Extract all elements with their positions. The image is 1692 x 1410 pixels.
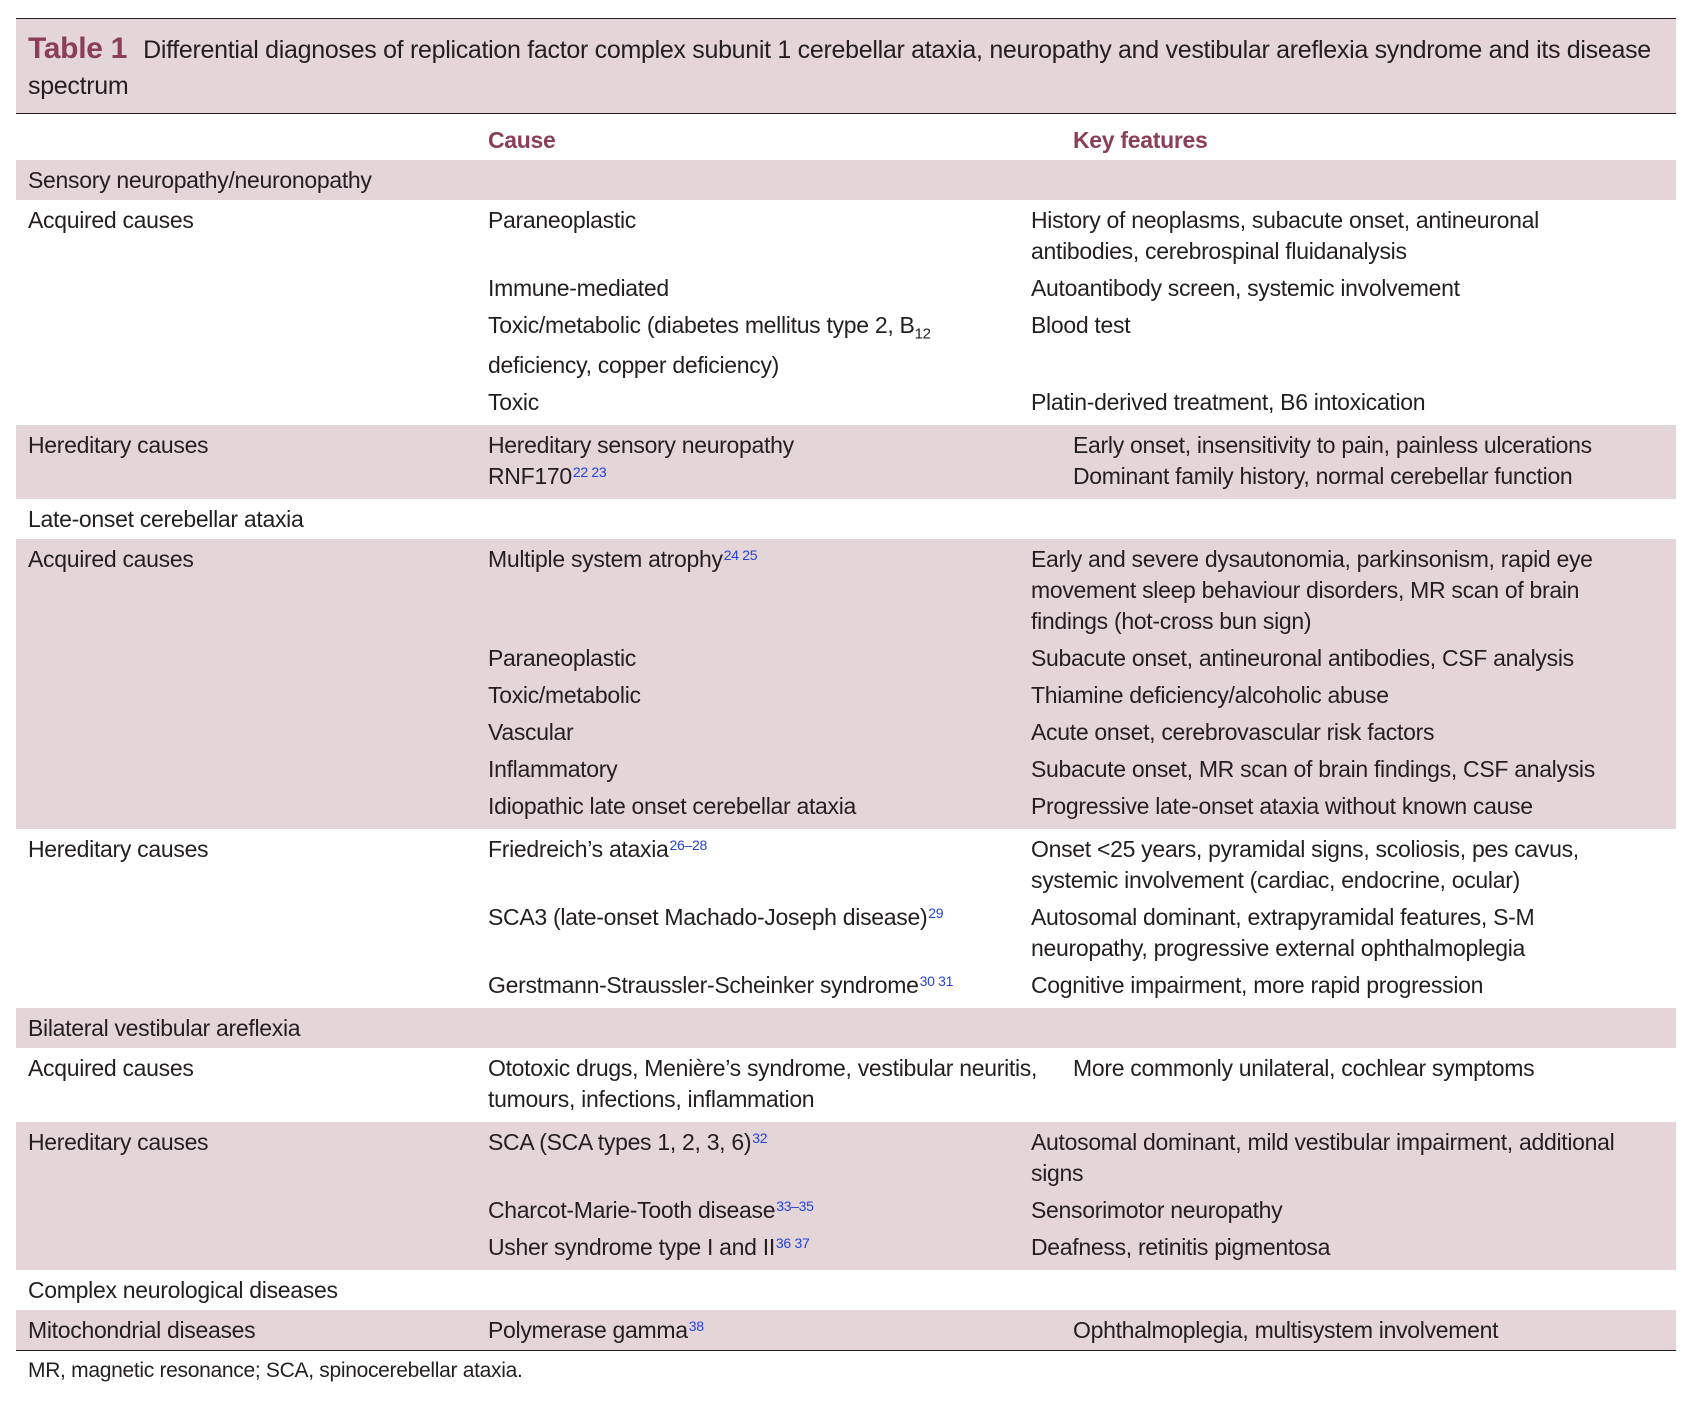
cause-text: Polymerase gamma (488, 1316, 688, 1343)
feature-cell: Acute onset, cerebrovascular risk factors (1031, 718, 1435, 745)
cause-cell (488, 834, 1007, 896)
cause-cell: Toxic (488, 388, 539, 415)
group-label: Acquired causes (28, 207, 194, 233)
reference-link[interactable]: 33–35 (776, 1197, 814, 1214)
reference-link[interactable]: 24 25 (723, 546, 758, 563)
section-title: Late-onset cerebellar ataxia (28, 505, 304, 532)
table-row (16, 829, 1676, 1008)
section-row (16, 160, 1676, 200)
feature-text: Dominant family history, normal cerebellar function (1073, 462, 1573, 489)
feature-cell: Early and severe dysautonomia, parkinsonism, rapid eye movement sleep behaviour disorders, MR scan of brain findings (hot-cross bun sign) (1031, 545, 1593, 634)
reference-link[interactable]: 29 (928, 904, 944, 921)
feature-cell: Cognitive impairment, more rapid progression (1031, 971, 1484, 998)
group-label: Acquired causes (28, 1054, 194, 1081)
cause-cell: Immune-mediated (488, 275, 669, 301)
header-row (16, 114, 1676, 160)
group-label: Acquired causes (16, 539, 476, 829)
feature-cell: History of neoplasms, subacute onset, antineuronal antibodies, cerebrospinal fluidanalysis (1031, 207, 1539, 264)
cause-cell: Toxic/metabolic (488, 681, 641, 708)
header-empty (16, 114, 476, 160)
cause-text: deficiency, copper deficiency) (488, 351, 779, 378)
feature-cell: Thiamine deficiency/alcoholic abuse (1031, 681, 1389, 708)
cause-text (488, 461, 1049, 492)
group-label: Hereditary causes (16, 1122, 476, 1270)
section-row (16, 499, 1676, 539)
section-title: Sensory neuropathy/neuronopathy (16, 160, 1676, 200)
group-items (476, 829, 1676, 1008)
table-caption (16, 18, 1676, 114)
subscript: 12 (914, 325, 931, 343)
table-footnote: MR, magnetic resonance; SCA, spinocerebellar ataxia. (28, 1358, 523, 1382)
reference-link[interactable]: 32 (752, 1129, 768, 1146)
group-items (476, 200, 1676, 425)
cause-cell: Paraneoplastic (488, 644, 636, 671)
cause-text: Hereditary sensory neuropathy (488, 431, 794, 458)
cause-cell: Paraneoplastic (488, 207, 636, 233)
feature-cell: Subacute onset, antineuronal antibodies, CSF analysis (1031, 644, 1574, 671)
cause-cell (476, 425, 1061, 499)
cause-cell (488, 902, 1007, 964)
group-label: Mitochondrial diseases (16, 1310, 476, 1351)
table-row (16, 1048, 1676, 1122)
reference-link[interactable]: 30 31 (919, 972, 954, 989)
section-title: Complex neurological diseases (28, 1276, 338, 1303)
feature-cell (1061, 425, 1676, 499)
section-row (16, 1008, 1676, 1048)
feature-cell: More commonly unilateral, cochlear symptoms (1073, 1054, 1535, 1081)
differential-diagnoses-table (16, 114, 1676, 1351)
reference-link[interactable]: 38 (688, 1317, 704, 1334)
cause-text: Charcot-Marie-Tooth disease (488, 1196, 776, 1223)
table-row (16, 1122, 1676, 1270)
table-row (16, 1310, 1676, 1351)
cause-cell: Ototoxic drugs, Menière’s syndrome, vestibular neuritis, tumours, infections, inflammation (488, 1054, 1038, 1112)
table-row (16, 200, 1676, 425)
table-title: Differential diagnoses of replication factor complex subunit 1 cerebellar ataxia, neuropathy and vestibular areflexia syndrome and its disease spectrum (28, 36, 1651, 100)
cause-cell (488, 970, 1007, 1001)
table-row (16, 425, 1676, 499)
reference-link[interactable]: 26–28 (669, 836, 707, 853)
section-title: Bilateral vestibular areflexia (16, 1008, 1676, 1048)
feature-cell: Deafness, retinitis pigmentosa (1031, 1233, 1331, 1260)
cause-cell (476, 1310, 1061, 1351)
feature-cell: Onset <25 years, pyramidal signs, scoliosis, pes cavus, systemic involvement (cardiac, endocrine, ocular) (1031, 835, 1579, 893)
header-key-features: Key features (1073, 127, 1208, 153)
feature-cell: Autoantibody screen, systemic involvement (1031, 275, 1460, 301)
cause-cell: Idiopathic late onset cerebellar ataxia (488, 792, 857, 819)
cause-text: Toxic/metabolic (diabetes mellitus type 2, B (488, 312, 915, 338)
cause-text: Gerstmann-Straussler-Scheinker syndrome (488, 971, 919, 998)
table-row (16, 539, 1676, 829)
group-items (476, 1122, 1676, 1270)
reference-link[interactable]: 36 37 (775, 1234, 810, 1251)
feature-cell: Autosomal dominant, mild vestibular impairment, additional signs (1031, 1128, 1615, 1186)
cause-text: Usher syndrome type I and II (488, 1233, 775, 1260)
section-row (16, 1270, 1676, 1310)
feature-text: Early onset, insensitivity to pain, painless ulcerations (1073, 431, 1592, 458)
cause-cell (488, 1195, 1007, 1226)
cause-cell (488, 544, 1007, 637)
cause-text: Multiple system atrophy (488, 545, 723, 572)
cause-name: RNF170 (488, 462, 572, 489)
cause-cell (488, 310, 1007, 381)
header-cause: Cause (488, 127, 556, 153)
cause-cell (488, 1127, 1007, 1189)
cause-text: SCA3 (late-onset Machado-Joseph disease) (488, 903, 928, 930)
group-items (476, 539, 1676, 829)
cause-cell: Vascular (488, 718, 574, 745)
feature-cell: Subacute onset, MR scan of brain findings, CSF analysis (1031, 755, 1595, 782)
cause-text: Friedreich’s ataxia (488, 835, 669, 862)
group-label: Hereditary causes (28, 835, 209, 862)
feature-cell: Progressive late-onset ataxia without known cause (1031, 792, 1533, 819)
feature-cell: Autosomal dominant, extrapyramidal features, S-M neuropathy, progressive external ophthalmoplegia (1031, 903, 1535, 961)
group-label: Hereditary causes (16, 425, 476, 499)
cause-cell (488, 1232, 1007, 1263)
reference-link[interactable]: 22 23 (572, 463, 607, 480)
cause-cell: Inflammatory (488, 755, 618, 782)
feature-cell: Sensorimotor neuropathy (1031, 1196, 1283, 1223)
table-label: Table 1 (28, 32, 128, 65)
table-container (16, 18, 1676, 1383)
feature-cell: Platin-derived treatment, B6 intoxication (1031, 388, 1426, 415)
cause-text: SCA (SCA types 1, 2, 3, 6) (488, 1128, 752, 1155)
feature-cell: Blood test (1031, 312, 1131, 338)
feature-cell: Ophthalmoplegia, multisystem involvement (1061, 1310, 1676, 1351)
